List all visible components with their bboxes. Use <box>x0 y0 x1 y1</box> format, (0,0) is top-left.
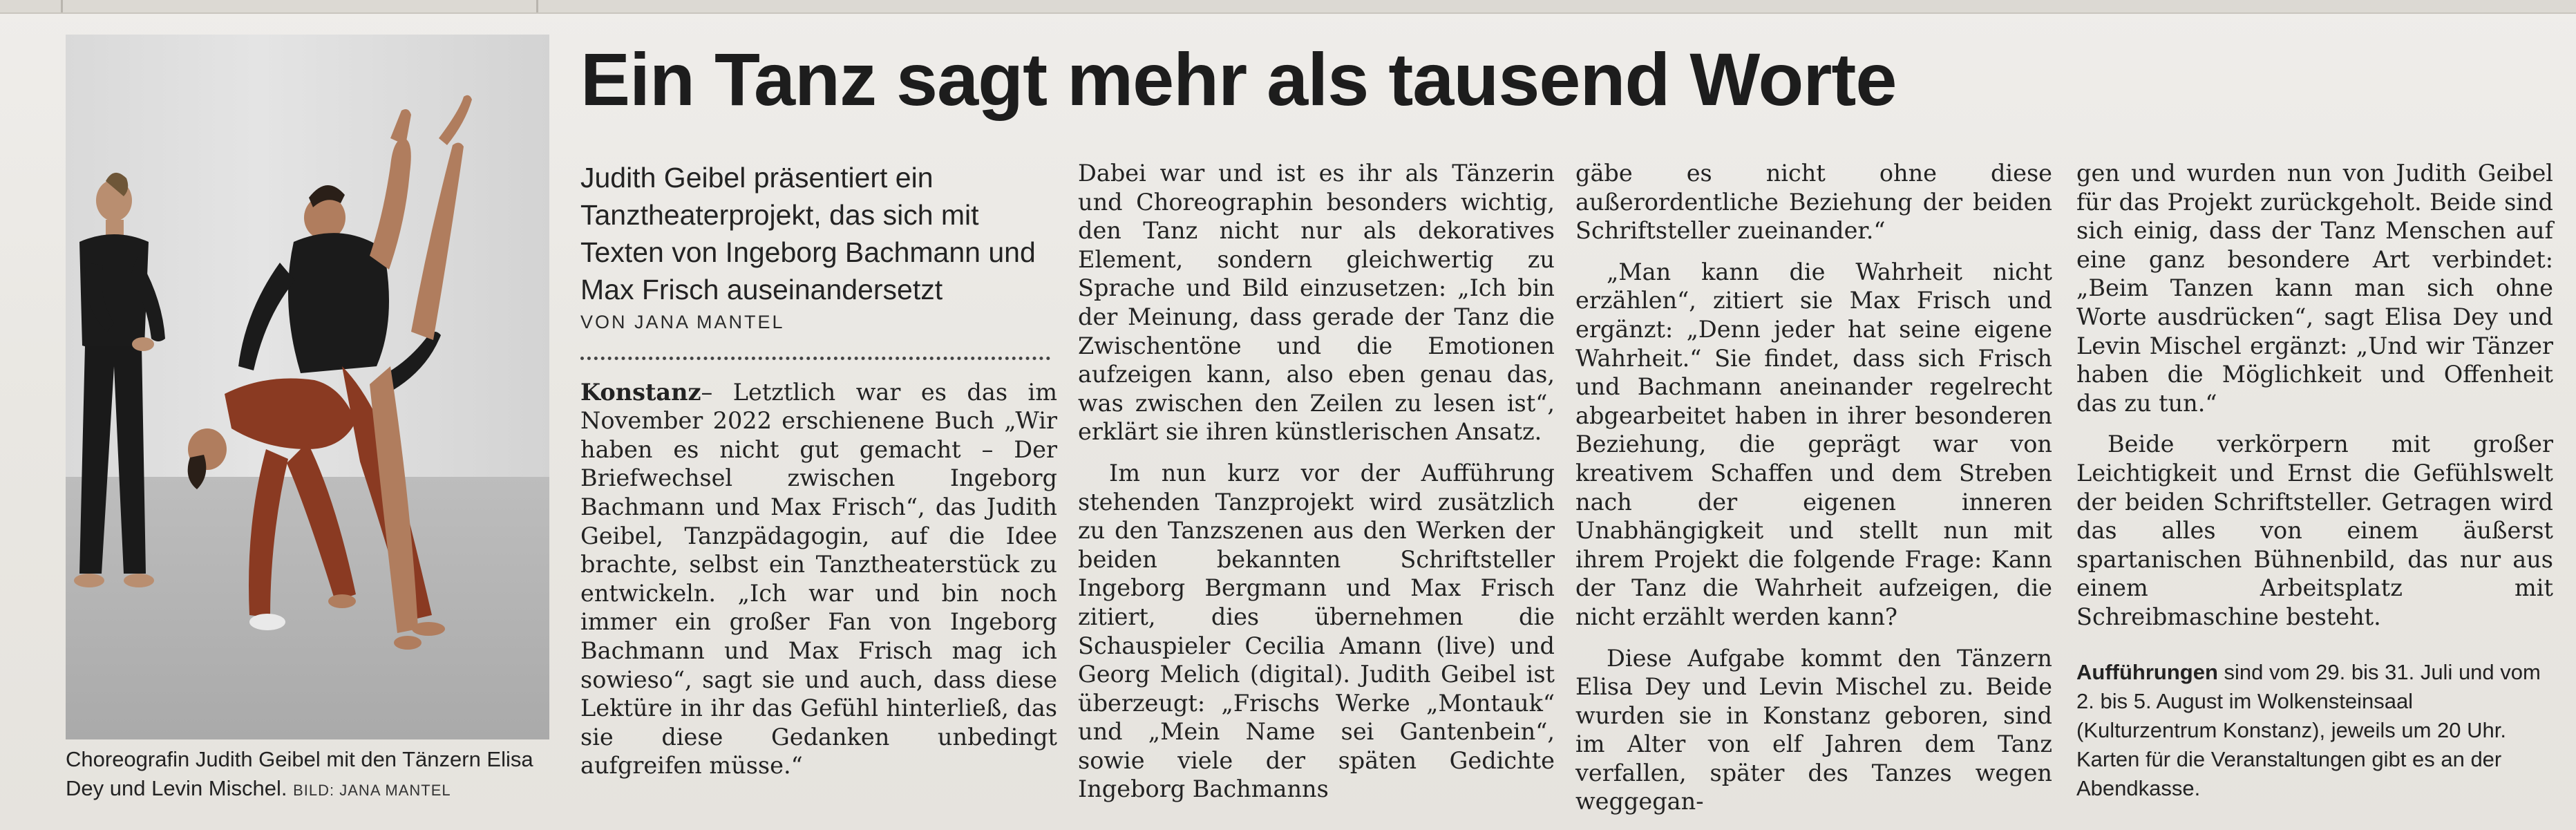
paragraph: gen und wurden nun von Judith Geibel für das Projekt zurückgeholt. Beide sind sich einig, dass der Tanz Menschen auf eine ganz besondere Art verbindet: „Beim Tanzen kann man sich ohne Worte ausdrücken“, sagt Elisa Dey und Levin Mischel ergänzt: „Und wir Tänzer haben die Möglichkeit und Offenheit das zu tun.“ <box>2076 160 2553 417</box>
paragraph: Dabei war und ist es ihr als Tänzerin und Choreographin besonders wichtig, den Tanz nicht nur als dekoratives Element, sondern gleichwertig zu Sprache und Bild einzusetzen: „Ich bin der Meinung, dass gerade der Tanz die Zwischentöne und die Emotionen aufzeigen kann, also eben genau das, was zwischen den Zeilen zu lesen ist“, erklärt sie ihren künstlerischen Ansatz. <box>1078 160 1555 446</box>
column-3 <box>1575 159 2052 816</box>
paragraph: Diese Aufgabe kommt den Tänzern Elisa Dey und Levin Mischel zu. Beide wurden sie in Konstanz geboren, sind im Alter von elf Jahren dem Tanz verfallen, später des Tanzes wegen weggegan- <box>1575 644 2052 815</box>
paragraph-text: – Letztlich war es das im November 2022 erschienene Buch „Wir haben es nicht gut gemacht – Der Briefwechsel zwischen Ingeborg Bachmann und Max Frisch“, das Judith Geibel, Tanzpädagogin, auf die Idee brachte, selbst ein Tanztheaterstück zu entwickeln. „Ich war und bin noch immer ein großer Fan von Ingeborg Bachmann und Max Frisch mag ich sowieso“, sagt sie und auch, dass diese Lektüre in ihr das Gefühl hinterließ, das sie diese Gedanken unbedingt aufgreifen müsse.“ <box>580 378 1057 780</box>
dotted-divider <box>580 357 1050 360</box>
photo-caption <box>66 745 549 805</box>
byline: VON JANA MANTEL <box>580 312 785 332</box>
info-text: sind vom 29. bis 31. Juli und vom 2. bis 5. August im Wolkensteinsaal (Kulturzentrum Konstanz), jeweils um 20 Uhr. Karten für die Veranstaltungen gibt es an der Abendkasse. <box>2076 659 2541 800</box>
paragraph: „Man kann die Wahrheit nicht erzählen“, zitiert sie Max Frisch und ergänzt: „Denn jeder hat seine eigene Wahrheit.“ Sie findet, dass sich Frisch und Bachmann aneinander regelrecht abgearbeitet haben in ihrer besonderen Beziehung, die geprägt war von kreativem Schaffen und dem Streben nach der eigenen inneren Unabhängigkeit und stellt nun mit ihrem Projekt die folgende Frage: Kann der Tanz die Wahrheit aufzeigen, die nicht erzählt werden kann? <box>1575 258 2052 630</box>
caption-text: Choreografin Judith Geibel mit den Tänzern Elisa Dey und Levin Mischel. <box>66 747 533 800</box>
rule-tick <box>61 0 63 12</box>
column-2 <box>1078 159 1555 804</box>
column-4 <box>2076 159 2553 803</box>
dateline-kicker: Konstanz <box>580 378 701 406</box>
paragraph: Beide verkörpern mit großer Leichtigkeit und Ernst die Gefühlswelt der beiden Schriftsteller. Getragen wird das alles von einem äußerst spartanischen Bühnenbild, das nur aus einem Arbeitsplatz mit Schreibmaschine besteht. <box>2076 431 2553 630</box>
headline: Ein Tanz sagt mehr als tausend Worte <box>580 37 1897 121</box>
rule-tick <box>536 0 538 12</box>
paragraph: Im nun kurz vor der Aufführung stehenden Tanzprojekt wird zusätzlich zu den Tanzszenen aus den Werken der beiden bekannten Schriftsteller Ingeborg Bergmann und Max Frisch zitiert, dies übernehmen die Schauspieler Cecilia Amann (live) und Georg Melich (digital). Judith Geibel ist überzeugt: „Frischs Werke „Montauk“ und „Mein Name sei Gantenbein“, sowie viele der späten Gedichte Ingeborg Bachmanns <box>1078 459 1555 803</box>
paragraph <box>580 378 1057 780</box>
photo-credit: BILD: JANA MANTEL <box>293 782 451 799</box>
paragraph: gäbe es nicht ohne diese außerordentliche Beziehung der beiden Schriftsteller zueinander.“ <box>1575 160 2052 245</box>
dance-photo <box>66 35 549 739</box>
top-rule <box>0 0 2576 14</box>
dancers-illustration <box>66 35 549 739</box>
article-deck: Judith Geibel präsentiert ein Tanztheaterprojekt, das sich mit Texten von Ingeborg Bachmann und Max Frisch auseinandersetzt <box>580 162 1036 305</box>
info-label: Aufführungen <box>2076 659 2218 684</box>
column-1 <box>580 159 1057 780</box>
performance-info <box>2076 658 2553 803</box>
